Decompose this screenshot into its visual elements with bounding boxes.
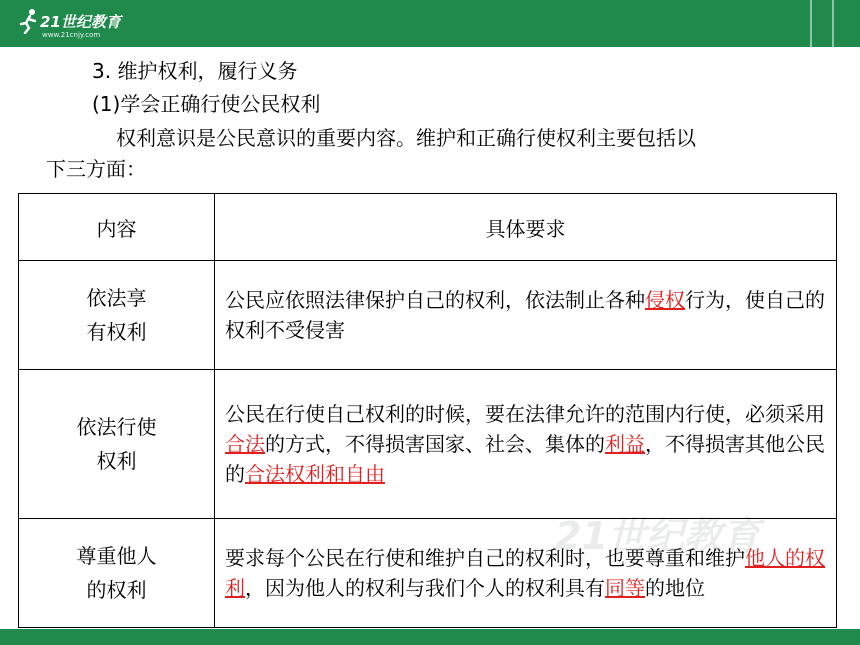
- requirement-text: 要求每个公民在行使和维护自己的权利时，也要尊重和维护: [225, 546, 745, 570]
- requirements-table: [18, 193, 837, 628]
- highlighted-term: 合法权利和自由: [245, 462, 385, 486]
- logo-brand-text: 21世纪教育: [40, 13, 121, 31]
- row-requirement-cell: [215, 519, 837, 628]
- header-decoration-icon: [806, 0, 816, 47]
- requirement-text: 的方式，不得损害国家、社会、集体的: [265, 432, 605, 456]
- highlighted-term: 侵权: [645, 288, 685, 312]
- row-label-line: 依法享: [86, 286, 147, 310]
- row-label-cell: [19, 261, 215, 370]
- header-decoration-icon: [828, 0, 838, 47]
- row-label-cell: [19, 519, 215, 628]
- section-heading: 3. 维护权利，履行义务: [92, 59, 298, 83]
- header-cell-content: 内容: [19, 194, 215, 261]
- header-bar: [0, 0, 860, 47]
- highlighted-term: 合法: [225, 432, 265, 456]
- row-label-line: 依法行使: [76, 415, 157, 439]
- requirement-text: ，因为他人的权利与我们个人的权利具有: [245, 576, 605, 600]
- runner-logo-icon: [18, 8, 40, 34]
- table-row: [19, 519, 837, 628]
- logo-site-url: www.21cnjy.com: [42, 31, 101, 39]
- section-subheading: (1)学会正确行使公民权利: [92, 92, 321, 116]
- row-label-line: 尊重他人: [76, 544, 157, 568]
- site-logo[interactable]: [18, 8, 121, 39]
- footer-bar: [0, 629, 860, 645]
- requirement-text: 的地位: [645, 576, 705, 600]
- table-header-row: [19, 194, 837, 261]
- table-row: [19, 261, 837, 370]
- row-label-line: 有权利: [86, 320, 147, 344]
- row-label-line: 权利: [96, 449, 137, 473]
- highlighted-term: 利益: [605, 432, 645, 456]
- requirement-text: 行为，使自己的权利不受侵害: [225, 288, 825, 342]
- highlighted-term: 他人的权利: [225, 546, 825, 600]
- row-label-cell: [19, 370, 215, 519]
- requirement-text: 公民在行使自己权利的时候，要在法律允许的范围内行使，必须采用: [225, 402, 825, 426]
- table-row: [19, 370, 837, 519]
- row-label-line: 的权利: [86, 578, 147, 602]
- header-cell-requirements: 具体要求: [215, 194, 837, 261]
- background-watermark: 21世纪教育: [555, 514, 760, 558]
- requirement-text: 公民应依照法律保护自己的权利，依法制止各种: [225, 288, 645, 312]
- intro-text-line-1: 权利意识是公民意识的重要内容。维护和正确行使权利主要包括以: [116, 126, 696, 150]
- requirement-text: ，不得损害其他公民的: [225, 432, 825, 486]
- highlighted-term: 同等: [605, 576, 645, 600]
- row-requirement-cell: [215, 370, 837, 519]
- row-requirement-cell: [215, 261, 837, 370]
- intro-text-line-2: 下三方面：: [46, 157, 146, 181]
